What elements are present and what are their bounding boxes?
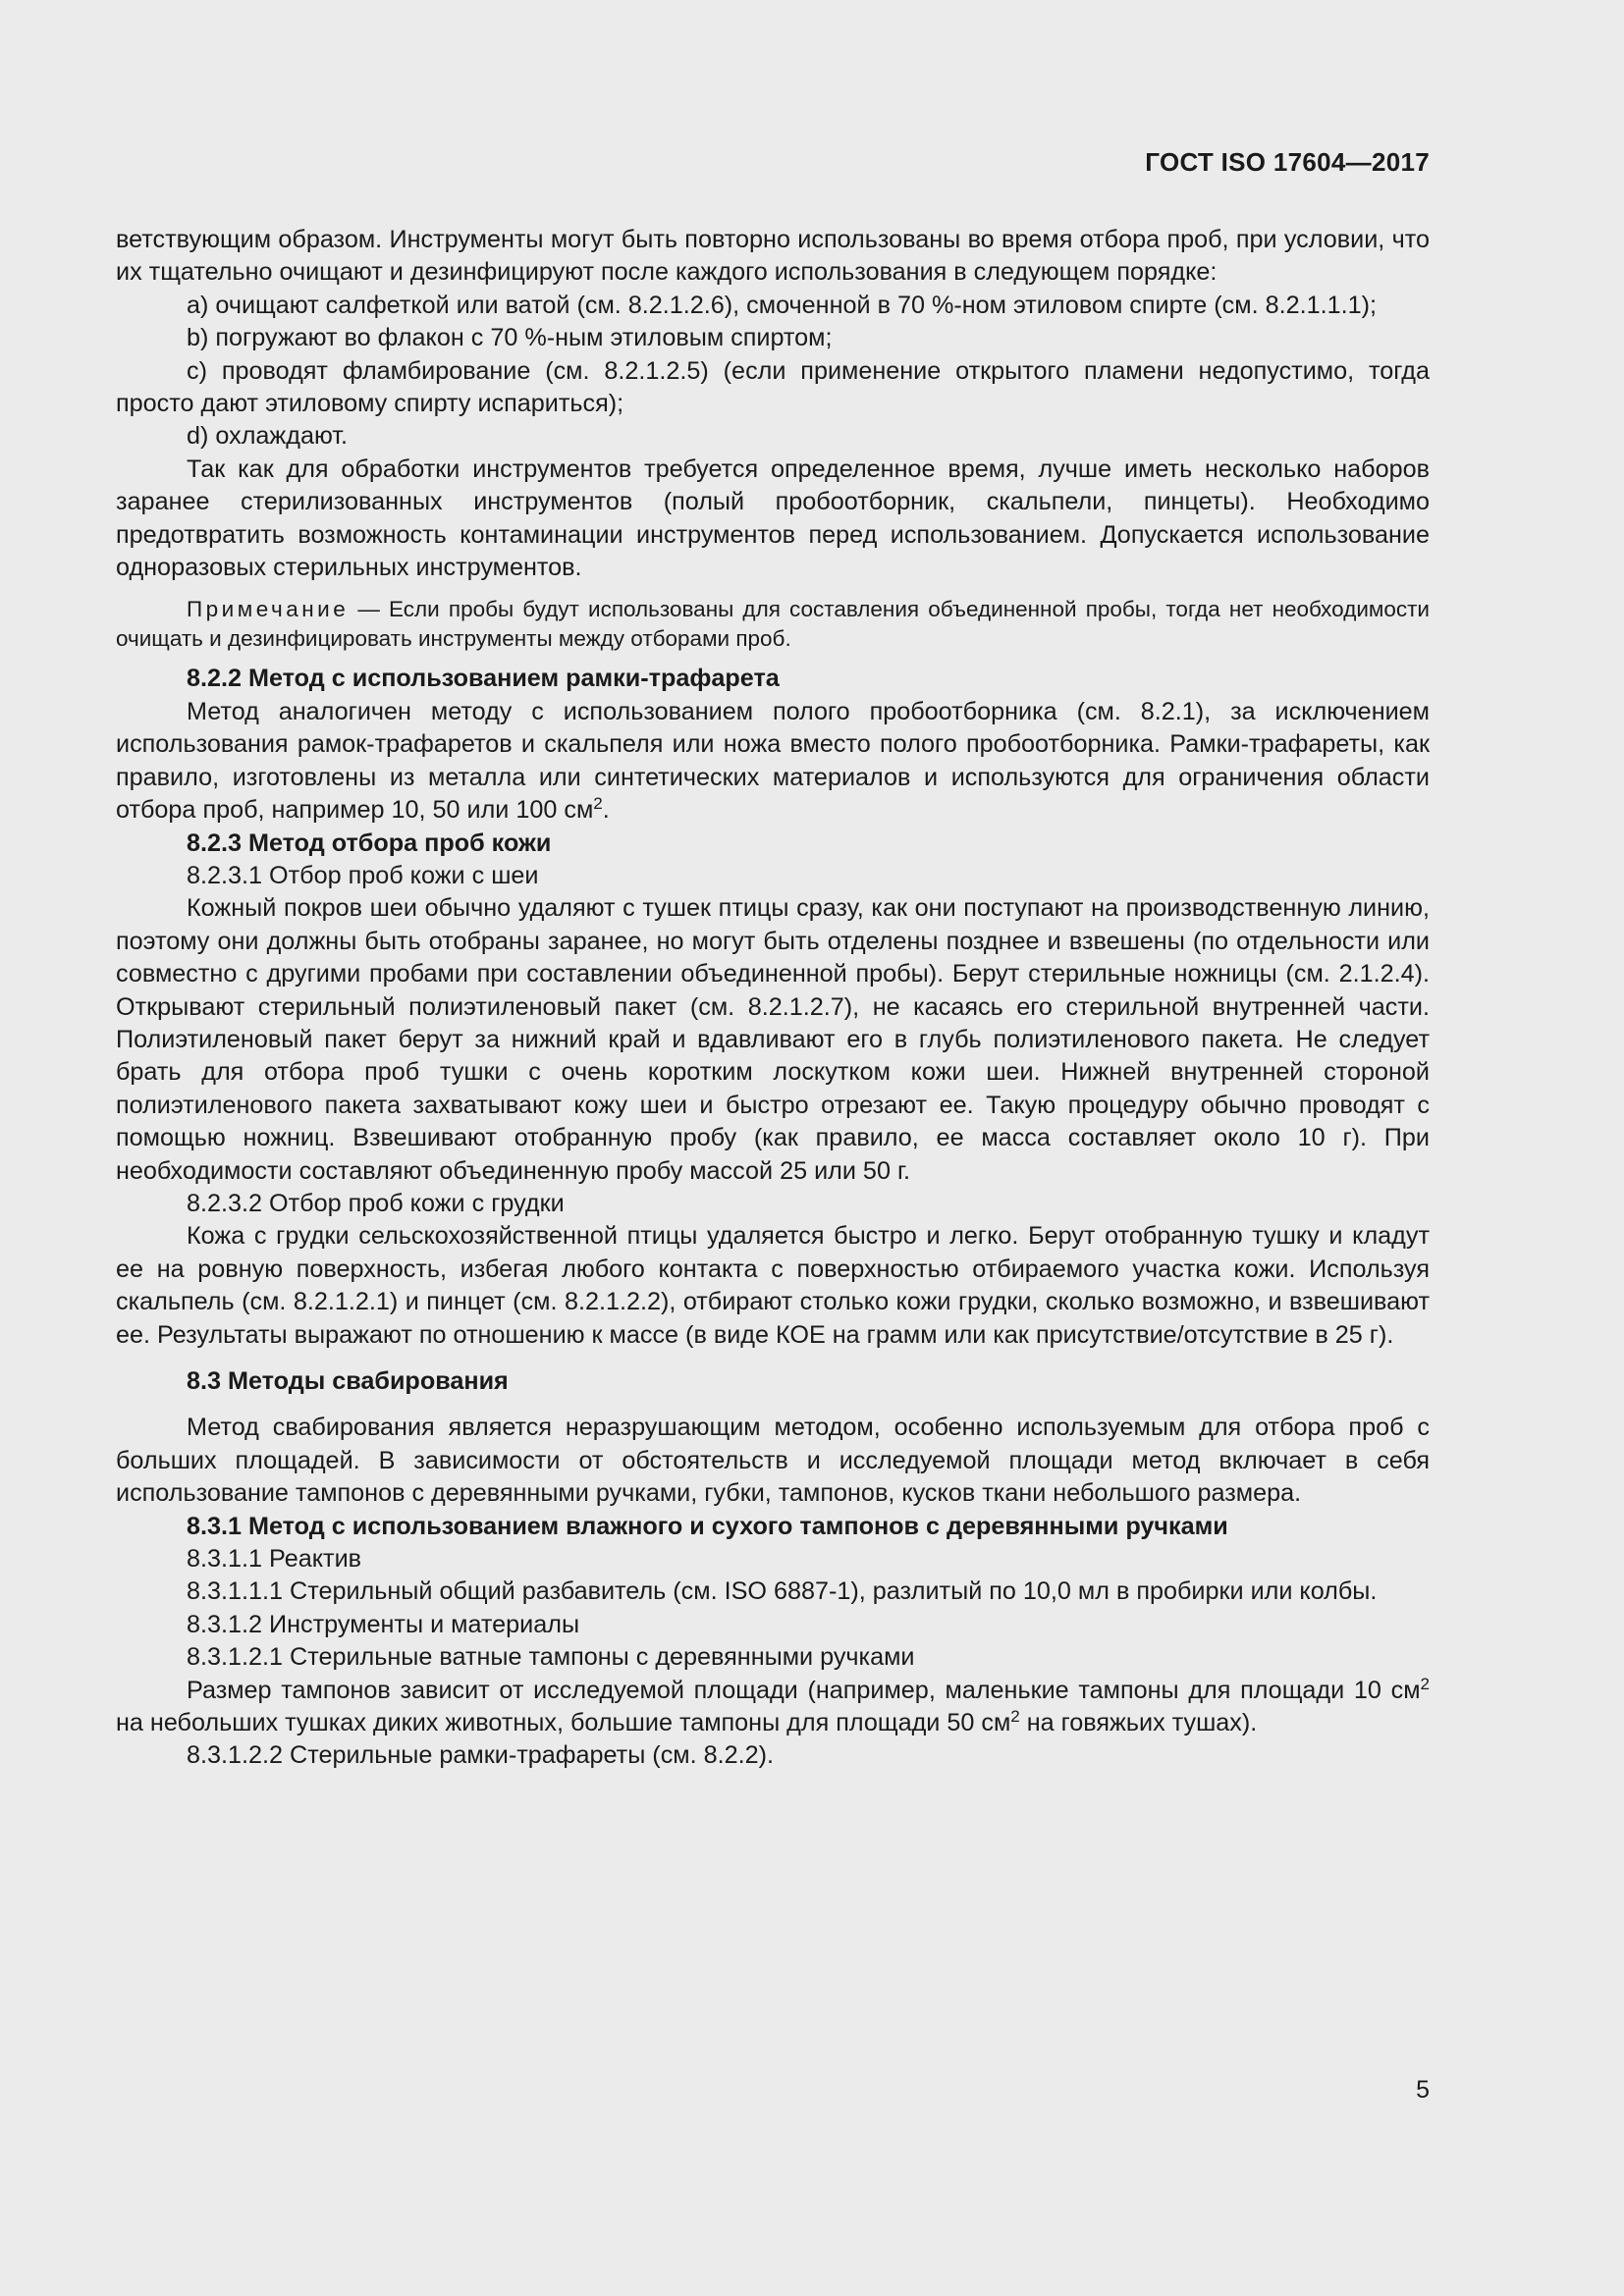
list-item: c) проводят фламбирование (см. 8.2.1.2.5) (если применение открытого пламени недопустимо, тогда просто дают этиловому спирту испариться); (116, 356, 1430, 418)
paragraph: Метод свабирования является неразрушающим методом, особенно используемым для отбора проб с больших площадей. В зависимости от обстоятельств и исследуемой площади метод включает в себя использование тампонов с деревянными ручками, губки, тампонов, кусков ткани небольшого размера. (116, 1414, 1430, 1508)
note-label: Примечание (187, 597, 350, 622)
paragraph-text: . (602, 796, 610, 825)
paragraph-text: на говяжьих тушах). (1019, 1709, 1258, 1737)
section-heading: 8.2.3 Метод отбора проб кожи (187, 828, 552, 857)
paragraph-text: Метод аналогичен методу с использованием полого пробоотборника (см. 8.2.1), за исключением использования рамок-трафаретов и скальпеля или ножа вместо полого пробоотборника. Рамки-трафареты, как правило, изготовлены из металла или синтетических материалов и используются для ограничения области отбора проб, например 10, 50 или 100 см (116, 697, 1430, 825)
list-item: a) очищают салфеткой или ватой (см. 8.2.1.2.6), смоченной в 70 %-ном этиловом спирте (см. 8.2.1.1.1); (187, 291, 1378, 319)
paragraph-text: на небольших тушках диких животных, большие тампоны для площади 50 см (116, 1709, 1011, 1737)
note-text: — Если пробы будут использованы для составления объединенной пробы, тогда нет необходимости очищать и дезинфицировать инструменты между отборами проб. (116, 597, 1430, 651)
page-header: ГОСТ ISO 17604—2017 (1145, 147, 1430, 177)
paragraph: Кожа с грудки сельскохозяйственной птицы удаляется быстро и легко. Берут отобранную тушку и кладут ее на ровную поверхность, избегая любого контакта с поверхностью отбираемого участка кожи. Используя скальпель (см. 8.2.1.2.1) и пинцет (см. 8.2.1.2.2), отбирают столько кожи грудки, сколько возможно, и взвешивают ее. Результаты выражают по отношению к массе (в виде КОЕ на грамм или как присутствие/отсутствие в 25 г). (116, 1222, 1430, 1349)
paragraph: ветствующим образом. Инструменты могут быть повторно использованы во время отбора проб, при условии, что их тщательно очищают и дезинфицируют после каждого использования в следующем порядке: (116, 226, 1430, 287)
section-heading: 8.2.2 Метод с использованием рамки-трафарета (187, 665, 780, 693)
paragraph (116, 696, 1430, 828)
paragraph: 8.3.1.2.2 Стерильные рамки-трафареты (см. 8.2.2). (187, 1741, 775, 1770)
paragraph: Кожный покров шеи обычно удаляют с тушек птицы сразу, как они поступают на производственную линию, поэтому они должны быть отобраны заранее, но могут быть отделены позднее и взвешены (по отдельности или совместно с другими пробами при составлении объединенной пробы). Берут стерильные ножницы (см. 2.1.2.4). Открывают стерильный полиэтиленовый пакет (см. 8.2.1.2.7), не касаясь его стерильной внутренней части. Полиэтиленовый пакет берут за нижний край и вдавливают его в глубь полиэтиленового пакета. Не следует брать для отбора проб тушки с очень коротким лоскутком кожи шеи. Нижней внутренней стороной полиэтиленового пакета захватывают кожу шеи и быстро отрезают ее. Такую процедуру обычно проводят с помощью ножниц. Взвешивают отобранную пробу (как правило, ее масса составляет около 10 г). При необходимости составляют объединенную пробу массой 25 или 50 г. (116, 894, 1430, 1185)
paragraph: Так как для обработки инструментов требуется определенное время, лучше иметь несколько наборов заранее стерилизованных инструментов (полый пробоотборник, скальпели, пинцеты). Необходимо предотвратить возможность контаминации инструментов перед использованием. Допускается использование одноразовых стерильных инструментов. (116, 454, 1430, 582)
subsection-heading: 8.3.1.1 Реактив (187, 1545, 362, 1574)
paragraph: 8.3.1.1.1 Стерильный общий разбавитель (см. ISO 6887-1), разлитый по 10,0 мл в пробирки или колбы. (187, 1577, 1378, 1606)
section-heading: 8.3 Методы свабирования (187, 1367, 509, 1395)
paragraph-text: Размер тампонов зависит от исследуемой площади (например, маленькие тампоны для площади 10 см (187, 1676, 1421, 1704)
paragraph (116, 1675, 1430, 1740)
superscript: 2 (1010, 1707, 1020, 1727)
subsection-heading: 8.2.3.2 Отбор проб кожи с грудки (187, 1189, 565, 1217)
note (116, 595, 1430, 653)
list-item: b) погружают во флакон с 70 %-ным этиловым спиртом; (187, 324, 833, 352)
superscript: 2 (593, 794, 603, 814)
list-item: d) охлаждают. (187, 422, 349, 451)
subsection-heading: 8.3.1.2.1 Стерильные ватные тампоны с деревянными ручками (187, 1643, 915, 1672)
subsection-heading: 8.2.3.1 Отбор проб кожи с шеи (187, 861, 539, 889)
subsection-heading: 8.3.1.2 Инструменты и материалы (187, 1610, 580, 1638)
superscript: 2 (1420, 1674, 1430, 1693)
document-page (116, 0, 1430, 2296)
section-heading: 8.3.1 Метод с использованием влажного и сухого тампонов с деревянными ручками (187, 1512, 1228, 1540)
document-body (116, 224, 1430, 1773)
page-number: 5 (1416, 2076, 1430, 2104)
